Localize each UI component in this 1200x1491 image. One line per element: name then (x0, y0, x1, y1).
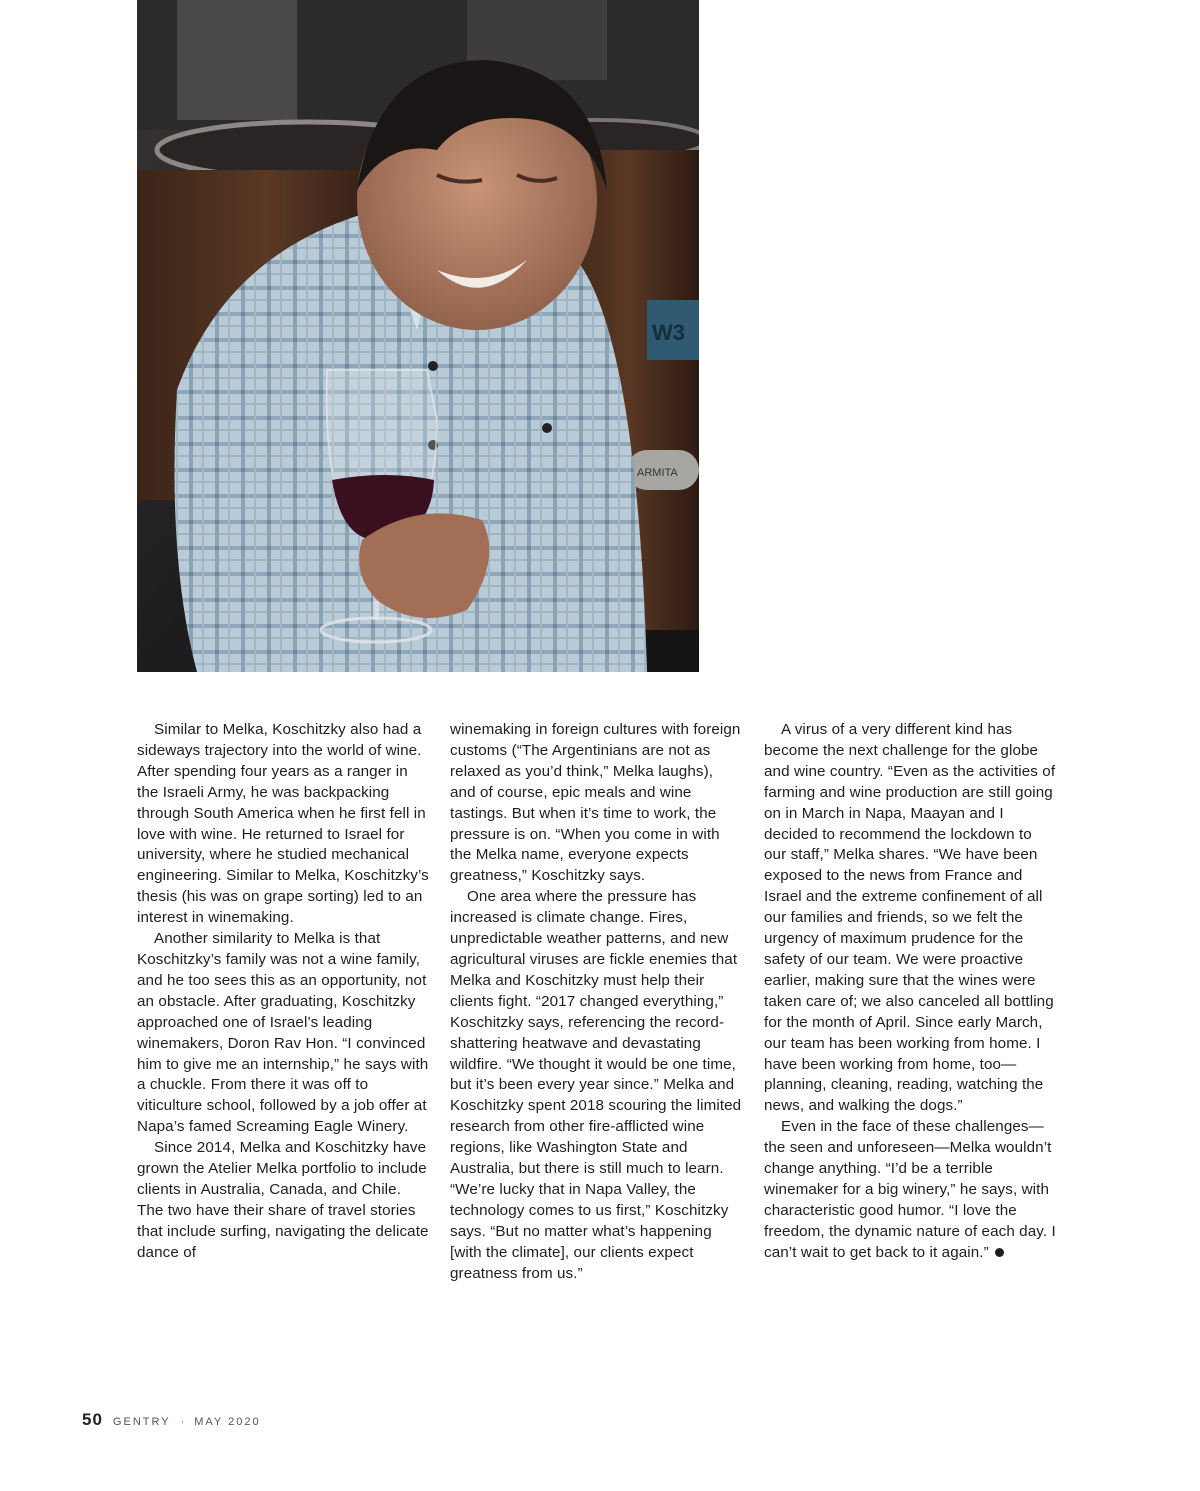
page-footer (82, 1410, 261, 1432)
paragraph: Similar to Melka, Koschitzky also had a sideways trajectory into the world of wine. After spending four years as a ranger in the Israeli Army, he was backpacking through South America when he first fell in love with wine. He returned to Israel for university, where he studied mechanical engineering. Similar to Melka, Koschitzky’s thesis (his was on grape sorting) led to an interest in winemaking. (137, 721, 429, 927)
paragraph: A virus of a very different kind has become the next challenge for the globe and wine country. “Even as the activities of farming and wine production are still going on in March in Napa, Maayan and I decided to recommend the lockdown to our staff,” Melka shares. “We have been exposed to the news from France and Israel and the extreme confinement of all our families and friends, so we felt the urgency of maximum prudence for the safety of our team. We were proactive earlier, making sure that the wines were taken care of; we also canceled all bottling for the month of April. Since early March, our team has been working from home. I have been working from home, too—planning, cleaning, reading, watching the news, and walking the dogs.” (764, 721, 1056, 1115)
paragraph: winemaking in foreign cultures with foreign customs (“The Argentinians are not as relaxed as you’d think,” Melka laughs), and of course, epic meals and wine tastings. But when it’s time to work, the pressure is on. “When you come in with the Melka name, everyone expects greatness,” Koschitzky says. (450, 721, 741, 885)
paragraph: One area where the pressure has increased is climate change. Fires, unpredictable weather patterns, and new agricultural viruses are fickle enemies that Melka and Koschitzky must help their clients fight. “2017 changed everything,” Koschitzky says, referencing the record-shattering heatwave and devastating wildfire. “We thought it would be one time, but it’s been every year since.” Melka and Koschitzky spent 2018 scouring the limited research from other fire-afflicted wine regions, like Washington State and Australia, but there is still much to learn. “We’re lucky that in Napa Valley, the technology comes to us first,” Koschitzky says. “But no matter what’s happening [with the climate], our clients expect greatness from us.” (450, 888, 742, 1282)
barrel-stencil: W3 (652, 320, 685, 345)
footer-separator: · (180, 1416, 185, 1428)
article-column-3 (764, 720, 1056, 1264)
magazine-name: GENTRY (112, 1416, 171, 1428)
article-column-1 (137, 720, 429, 1264)
end-mark-icon (995, 1248, 1004, 1257)
issue-date: MAY 2020 (194, 1416, 261, 1428)
barrel-brand: ARMITA (637, 467, 678, 479)
paragraph-final (764, 1117, 1056, 1263)
page-number: 50 (82, 1410, 103, 1429)
paragraph: Another similarity to Melka is that Koschitzky’s family was not a wine family, and he too sees this as an opportunity, not an obstacle. After graduating, Koschitzky approached one of Israel’s leading winemakers, Doron Rav Hon. “I convinced him to give me an internship,” he says with a chuckle. From there it was off to viticulture school, followed by a job offer at Napa’s famed Screaming Eagle Winery. (137, 930, 429, 1136)
photo-illustration (137, 0, 699, 672)
article-column-2 (450, 720, 742, 1284)
final-paragraph-text: Even in the face of these challenges—the seen and unforeseen—Melka wouldn’t change anything. “I’d be a terrible winemaker for a big winery,” he says, with characteristic good humor. “I love the freedom, the dynamic nature of each day. I can’t wait to get back to it again.” (764, 1118, 1056, 1261)
article-photo (137, 0, 699, 672)
paragraph: Since 2014, Melka and Koschitzky have grown the Atelier Melka portfolio to include clients in Australia, Canada, and Chile. The two have their share of travel stories that include surfing, navigating the delicate dance of (137, 1139, 429, 1261)
